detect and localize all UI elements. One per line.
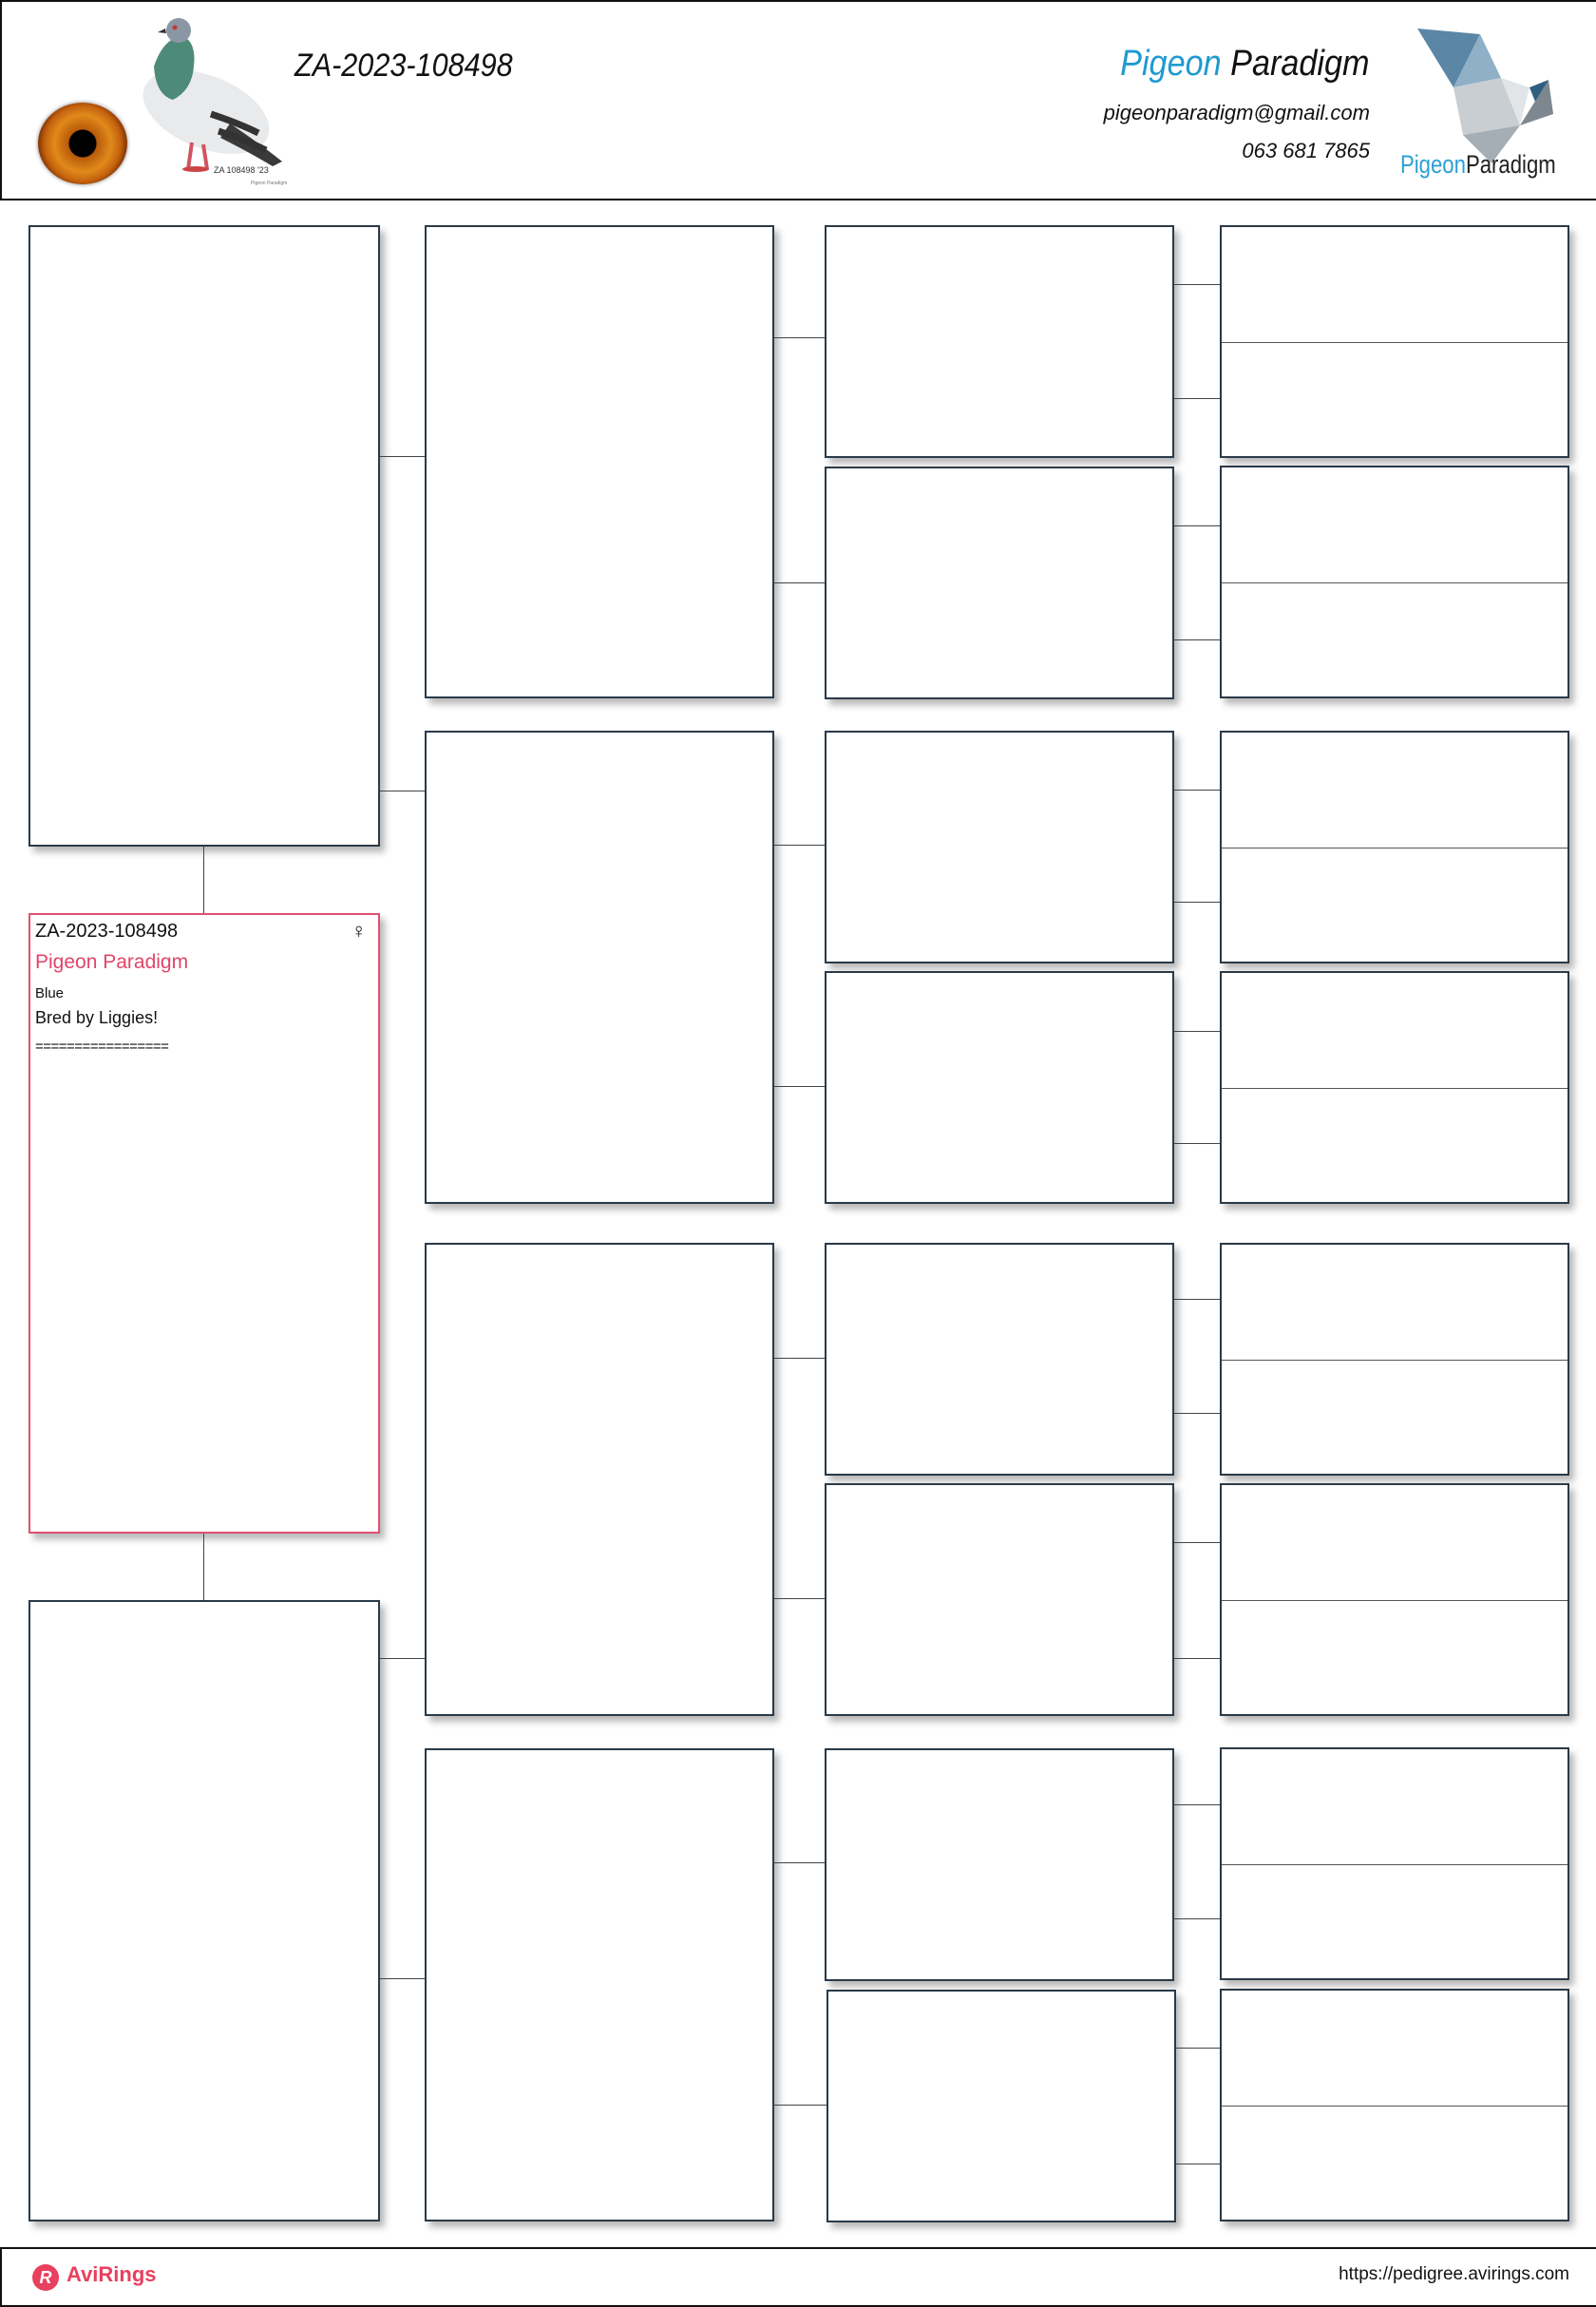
brand-part2: Paradigm bbox=[1230, 44, 1370, 84]
ggg-divider bbox=[1222, 1088, 1568, 1089]
ggg-divider bbox=[1222, 582, 1568, 583]
subject-breeder-note: Bred by Liggies! bbox=[35, 1008, 159, 1027]
ggg-pair-card-1[interactable] bbox=[1220, 225, 1569, 458]
pedigree-header bbox=[0, 0, 1596, 200]
brand-part1: Pigeon bbox=[1120, 44, 1223, 84]
subject-card[interactable] bbox=[28, 913, 380, 1534]
footer-brand[interactable]: AviRings bbox=[66, 2262, 157, 2286]
ggg-pair-card-8[interactable] bbox=[1220, 1989, 1569, 2221]
female-icon: ♀ bbox=[351, 919, 367, 943]
grandparent-card-1[interactable] bbox=[425, 225, 774, 698]
brand-name bbox=[1121, 44, 1370, 85]
great-grandparent-card-7[interactable] bbox=[825, 1748, 1174, 1981]
great-grandparent-card-1[interactable] bbox=[825, 225, 1174, 458]
great-grandparent-card-2[interactable] bbox=[825, 467, 1174, 699]
ggg-pair-card-6[interactable] bbox=[1220, 1483, 1569, 1716]
subject-loft-name: Pigeon Paradigm bbox=[35, 951, 189, 973]
sire-card[interactable] bbox=[28, 225, 380, 847]
page-title: ZA-2023-108498 bbox=[294, 48, 513, 84]
great-grandparent-card-4[interactable] bbox=[825, 971, 1174, 1204]
avirings-logo-icon: R bbox=[32, 2264, 59, 2291]
subject-ring-number: ZA-2023-108498 bbox=[35, 921, 179, 942]
connector-line bbox=[1174, 1804, 1220, 1805]
ggg-pair-card-2[interactable] bbox=[1220, 466, 1569, 698]
subject-separator: ================= bbox=[35, 1039, 169, 1055]
connector-line bbox=[774, 337, 825, 338]
photo-subcaption: Pigeon Paradigm bbox=[251, 181, 288, 186]
connector-line bbox=[1174, 1918, 1220, 1919]
ggg-divider bbox=[1222, 342, 1568, 343]
ggg-pair-card-3[interactable] bbox=[1220, 731, 1569, 963]
connector-line bbox=[774, 1086, 825, 1087]
logo-text-part1: Pigeon bbox=[1400, 150, 1466, 179]
connector-line bbox=[1174, 1031, 1220, 1032]
connector-line bbox=[1174, 1143, 1220, 1144]
connector-line bbox=[774, 1358, 825, 1359]
connector-line bbox=[1174, 1542, 1220, 1543]
brand-logo-text bbox=[1400, 150, 1556, 180]
ggg-divider bbox=[1222, 1864, 1568, 1865]
grandparent-card-4[interactable] bbox=[425, 1748, 774, 2221]
connector-line bbox=[1174, 284, 1220, 285]
grandparent-card-2[interactable] bbox=[425, 731, 774, 1204]
ggg-divider bbox=[1222, 2106, 1568, 2107]
contact-email[interactable]: pigeonparadigm@gmail.com bbox=[1103, 101, 1370, 124]
connector-line bbox=[203, 1534, 204, 1600]
connector-line bbox=[774, 1862, 825, 1863]
connector-line bbox=[774, 1598, 825, 1599]
connector-line bbox=[380, 456, 425, 457]
pigeon-photo bbox=[116, 10, 296, 190]
eye-photo bbox=[38, 103, 127, 184]
dam-card[interactable] bbox=[28, 1600, 380, 2221]
great-grandparent-card-8[interactable] bbox=[826, 1990, 1176, 2222]
ggg-pair-card-7[interactable] bbox=[1220, 1747, 1569, 1980]
great-grandparent-card-3[interactable] bbox=[825, 731, 1174, 963]
connector-line bbox=[1174, 1658, 1220, 1659]
connector-line bbox=[774, 2105, 826, 2106]
connector-line bbox=[1174, 398, 1220, 399]
connector-line bbox=[1174, 902, 1220, 903]
page-footer bbox=[0, 2247, 1596, 2307]
contact-phone[interactable]: 063 681 7865 bbox=[1242, 139, 1370, 162]
connector-line bbox=[1174, 1299, 1220, 1300]
connector-line bbox=[1174, 525, 1220, 526]
connector-line bbox=[380, 1978, 425, 1979]
great-grandparent-card-6[interactable] bbox=[825, 1483, 1174, 1716]
ggg-pair-card-4[interactable] bbox=[1220, 971, 1569, 1204]
photo-caption: ZA 108498 '23 bbox=[214, 165, 269, 175]
ggg-pair-card-5[interactable] bbox=[1220, 1243, 1569, 1476]
connector-line bbox=[774, 845, 825, 846]
subject-color: Blue bbox=[35, 985, 65, 1001]
connector-line bbox=[1174, 1413, 1220, 1414]
ggg-divider bbox=[1222, 1360, 1568, 1361]
connector-line bbox=[774, 582, 825, 583]
connector-line bbox=[1174, 639, 1220, 640]
connector-line bbox=[203, 847, 204, 913]
connector-line bbox=[1174, 790, 1220, 791]
logo-text-part2: Paradigm bbox=[1465, 150, 1556, 179]
footer-url-link[interactable]: https://pedigree.avirings.com bbox=[1339, 2264, 1569, 2284]
grandparent-card-3[interactable] bbox=[425, 1243, 774, 1716]
ggg-divider bbox=[1222, 1600, 1568, 1601]
connector-line bbox=[380, 1658, 425, 1659]
great-grandparent-card-5[interactable] bbox=[825, 1243, 1174, 1476]
connector-line bbox=[1176, 2048, 1220, 2049]
